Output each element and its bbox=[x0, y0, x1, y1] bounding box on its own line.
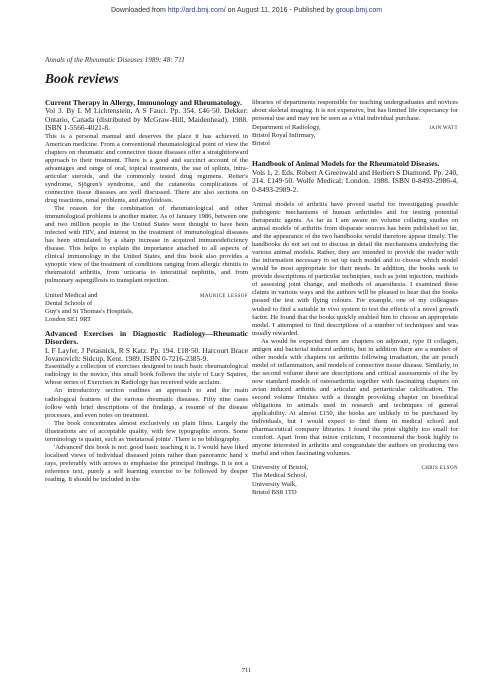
review-3 bbox=[252, 160, 458, 496]
reviewer-name: MAURICE LESSOF bbox=[200, 293, 248, 299]
download-url-link[interactable]: http://ard.bmj.com/ bbox=[167, 7, 226, 14]
review-paragraph: As would be expected there are chapters on adjuvant, type II collagen, antigen and bacterial induced arthritis, but in addition there are a number of other models with chapters on arthritis following irradiation, the air pouch model of inflammation, and models of connective tissue disease. Similarly, in the second volume there are descriptions and critical assessments of the by now standard models of osteoarthritis together with fascinating chapters on avian induced arthritis and articular and periarticular calcification. The second volume finishes with a thought provoking chapter on bioethical obligations to animals used in research and techniques of general applicability. At almost £150, the books are unlikely to be purchased by individuals, but I would expect to find them in medical school and pharmaceutical company libraries. I found the print slightly too small for comfort. Apart from that minor criticism, I recommend the book highly to anyone interested in arthritis and congratulate the authors on producing two useful and often fascinating volumes. bbox=[252, 337, 458, 458]
reviewer-name: CHRIS ELSON bbox=[421, 466, 458, 472]
review-title: Current Therapy in Allergy, Immunology and Rheumatology. bbox=[45, 98, 242, 107]
review-paragraph: Animal models of arthritis have proved useful for investigating possible pathogenic mechanisms of human arthritides and for testing potential therapeutic agents. As far as I am aware no volume collating studies on animal models of arthritis from disparate sources has been published so far, and the appearance of the two handbooks would therefore appear timely. The handbooks do not set out to discuss in detail the mechanisms underlying the various animal models. Rather, they are intended to provide the reader with the information necessary to set up each model and to choose which model would be most appropriate for their needs. In addition, the books seek to provide descriptions of particular techniques, such as joint injection, methods of assessing joint change, and methods of anaesthesia. I examined these claims in various ways and the authors will be pleased to hear that the books passed the test with flying colours. For example, one of my colleagues wished to find a suitable in vivo system to test the effects of a novel growth factor. He found that the books quickly enabled him to choose an appropriate model. I attempted to find descriptions of a number of techniques and was usually rewarded. bbox=[252, 200, 458, 337]
reviewer-address: Department of Radiology, Bristol Royal Infirmary, Bristol bbox=[252, 124, 321, 148]
reviewer-address: United Medical and Dental Schools of Guy's and St Thomas's Hospitals, London SE1 9RT bbox=[45, 291, 134, 323]
review-2 bbox=[45, 330, 248, 484]
journal-citation: Annals of the Rheumatic Diseases 1989; 48: 711 bbox=[45, 56, 185, 64]
review-meta: Vols 1, 2. Eds. Robert A Greenwald and Herbert S Diamond. Pp. 240, 214. £149·50. Wolfe Medical: London. 1988. ISBN 0-8493-2986-4, 0-8493-2989-2. bbox=[252, 167, 458, 194]
review-signature bbox=[252, 464, 458, 496]
download-prefix: Downloaded from bbox=[110, 7, 168, 14]
review-paragraph: Essentially a collection of exercises designed to teach basic rheumatological radiology to the novice, this small book follows the style of Lucy Squires, whose series of Exercises in Radiology has received wide acclaim. bbox=[45, 363, 248, 387]
review-meta: Vol 3. By L M Lichtenstein, A S Fauci. Pp. 354. £46·50. Dekker: Ontario, Canada (distributed by McGraw-Hill, Maidenhead). 1988. ISBN 1-5566-4021-8. bbox=[45, 106, 248, 133]
section-title: Book reviews bbox=[45, 71, 119, 86]
review-1 bbox=[45, 99, 248, 324]
download-mid: on August 11, 2016 - Published by bbox=[225, 7, 336, 14]
review-signature bbox=[45, 292, 248, 324]
review-title: Handbook of Animal Models for the Rheumatoid Diseases. bbox=[252, 159, 440, 169]
review-paragraph: The reason for the combination of rheumatological and other immunological problems is another matter. As of January 1986, between one and two million people in the United States were thought to have been infected with HIV, and interest in the treatment of immunological diseases has been stimulated by a sharp increase in acquired immunodeficiency disease. This helps to explain the importance attached to all aspects of clinical immunology in the United States, and this book also provides a synoptic view of the treatment of conditions ranging from allergic rhinitis to rheumatoid arthritis, from urticaria to interstitial nephritis, and from pulmonary aspergillosis to transplant rejection. bbox=[45, 205, 248, 285]
review-paragraph: This is a personal manual and deserves the place it has achieved in American medicine. From a conventional rheumatological point of view the chapters on rheumatic and connective tissue diseases offer a straightforward approach to their treatment. There is a good and succinct account of the advantages and range of oral, topical treatments, the use of splints, intra-articular steroids, and the commonly tested drug regimens. Reiter's syndrome, Sjögren's syndrome, and the cutaneous complications of connective tissue diseases are well discussed. There are also sections on drug reactions, renal problems, and amyloidosis. bbox=[45, 132, 248, 204]
right-column bbox=[252, 99, 458, 497]
left-column bbox=[45, 99, 248, 484]
page-number: 711 bbox=[241, 667, 252, 674]
reviewer-name: IAIN WATT bbox=[429, 126, 458, 132]
download-banner bbox=[0, 7, 493, 14]
review-meta: L F Layfer, J Petasnick, R S Katz. Pp. 194. £18·50. Harcourt Brace Jovanovich: Sidcup, Kent. 1989. ISBN 0-7216-2385-9. bbox=[45, 345, 248, 363]
reviewer-address: University of Bristol, The Medical School, University Walk, Bristol BS8 1TD bbox=[252, 464, 309, 496]
review-paragraph-continued: libraries of departments responsible for teaching undergraduates and novices about skeletal imaging. It is not expensive, but has limited life expectancy for personal use and may not be seen as a vital individual purchase. bbox=[252, 99, 458, 123]
review-title: Advanced Exercises in Diagnostic Radiology—Rheumatic Disorders. bbox=[45, 328, 248, 347]
review-paragraph: An introductory section outlines an approach to and the main radiological features of the various rheumatic diseases. Fifty nine cases follow with brief descriptions of the findings, a resumé of the disease processes, and even notes on treatment. bbox=[45, 387, 248, 419]
group-link[interactable]: group.bmj.com bbox=[335, 7, 383, 14]
review-paragraph: 'Advanced' this book is not: good basic teaching it is. I would have liked localised views of individual diseased joints rather than panoramic hand x rays, preferably with arrows to emphasise the principal findings. It is not a reference text, purely a self learning exercise to be followed by deeper reading. It should be included in the bbox=[45, 443, 248, 483]
review-paragraph: The book concentrates almost exclusively on plain films. Largely the illustrations are of acceptable quality, with few typographic errors. Some terminology is quaint, such as 'metatarsal joints'. There is no bibliography. bbox=[45, 419, 248, 443]
review-signature bbox=[252, 124, 458, 148]
